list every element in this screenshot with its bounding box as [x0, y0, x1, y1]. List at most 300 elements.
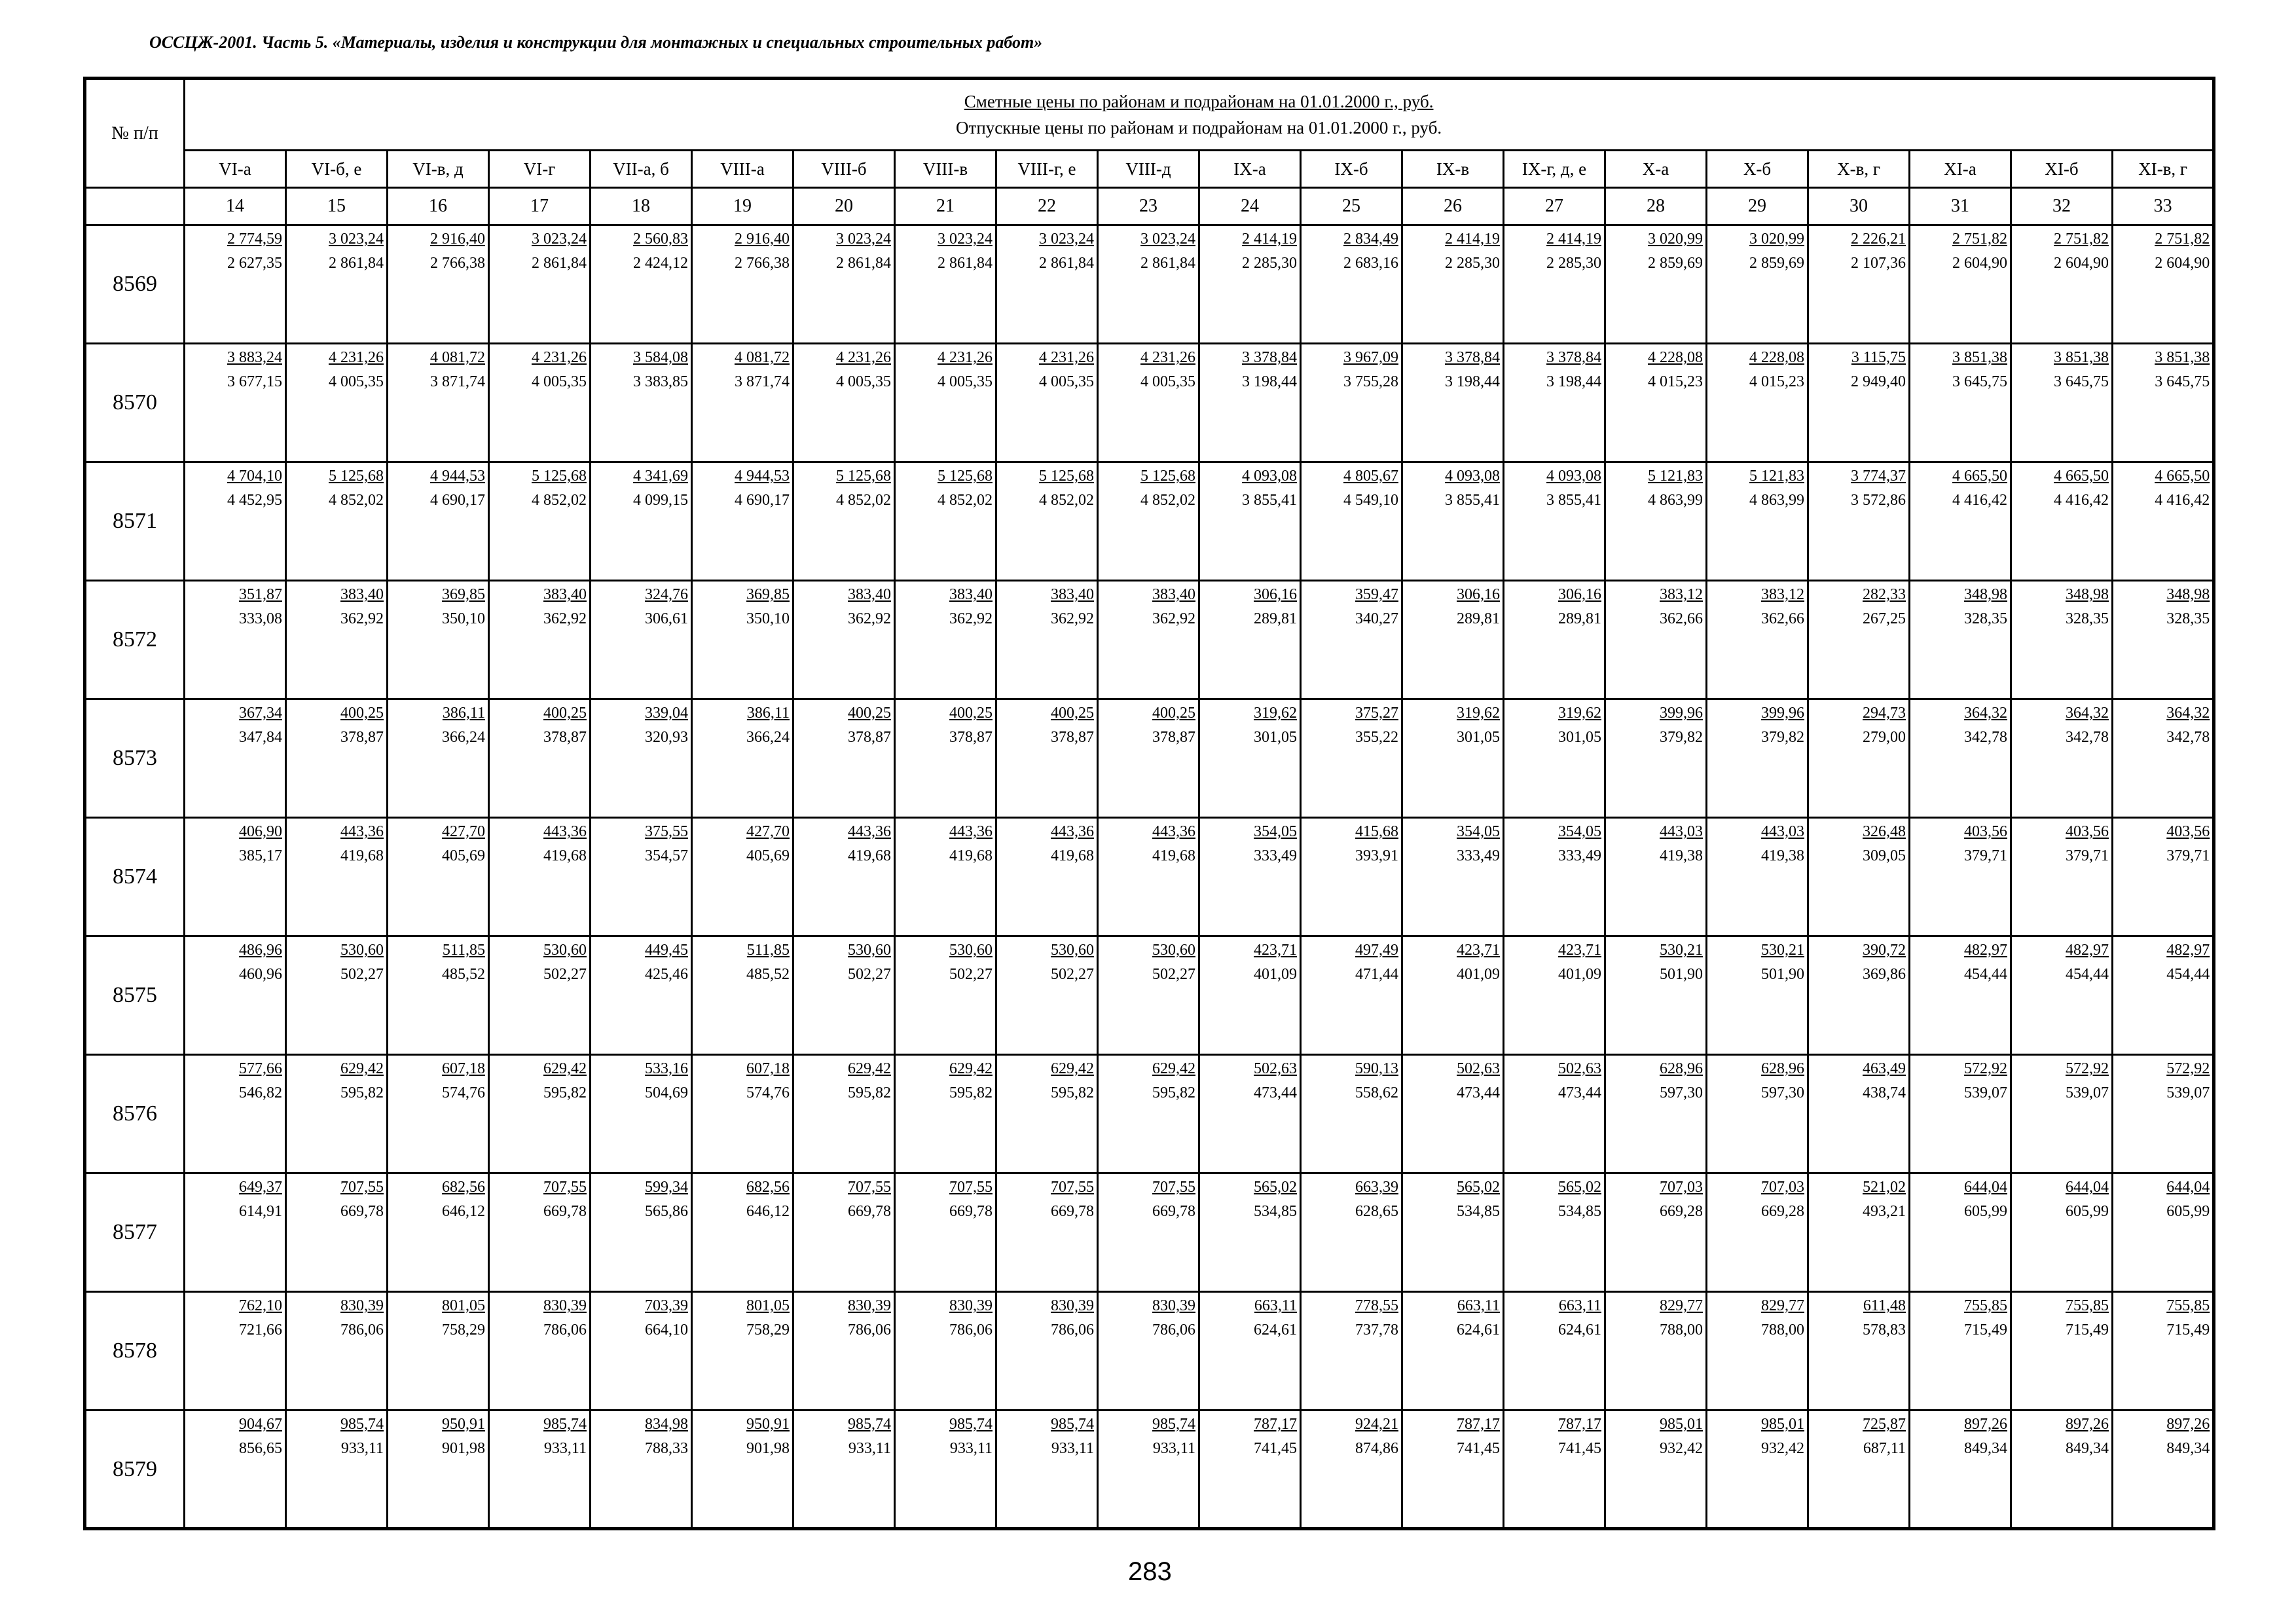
estimated-price: 5 125,68	[1140, 468, 1195, 485]
price-cell	[591, 818, 692, 936]
price-cell	[2011, 462, 2113, 581]
release-price: 4 005,35	[938, 373, 993, 390]
release-price: 597,30	[1761, 1084, 1804, 1101]
estimated-price: 530,21	[1660, 942, 1703, 959]
release-price: 502,27	[1051, 966, 1094, 983]
price-cell	[1301, 818, 1402, 936]
price-cell	[1199, 225, 1301, 344]
release-price: 741,45	[1254, 1440, 1297, 1457]
price-cell	[1808, 699, 1910, 818]
estimated-price: 830,39	[848, 1297, 891, 1314]
price-cell	[1605, 1173, 1707, 1292]
region-header: VI-в, д	[388, 151, 489, 188]
estimated-price: 707,55	[1152, 1179, 1195, 1196]
estimated-price: 5 125,68	[532, 468, 587, 485]
price-cell	[2011, 936, 2113, 1055]
estimated-price: 897,26	[2066, 1416, 2109, 1433]
price-cell	[1808, 1411, 1910, 1529]
column-number: 24	[1199, 188, 1301, 225]
release-price: 454,44	[2066, 966, 2109, 983]
release-price: 2 861,84	[938, 255, 993, 272]
price-cell	[185, 462, 286, 581]
release-price: 362,92	[949, 610, 993, 627]
release-price: 539,07	[2066, 1084, 2109, 1101]
estimated-price: 897,26	[2166, 1416, 2210, 1433]
estimated-price: 3 023,24	[938, 231, 993, 248]
price-cell	[1199, 936, 1301, 1055]
release-price: 4 852,02	[329, 492, 384, 509]
price-cell	[1808, 818, 1910, 936]
estimated-price: 830,39	[1051, 1297, 1094, 1314]
price-cell	[2113, 1292, 2214, 1411]
price-cell	[996, 699, 1098, 818]
release-price: 2 285,30	[1546, 255, 1601, 272]
release-price: 574,76	[746, 1084, 790, 1101]
price-cell	[1301, 581, 1402, 699]
price-cell	[185, 225, 286, 344]
release-price: 2 627,35	[227, 255, 282, 272]
release-price: 664,10	[645, 1321, 688, 1338]
release-price: 565,86	[645, 1203, 688, 1220]
price-cell	[1808, 462, 1910, 581]
release-price: 558,62	[1355, 1084, 1398, 1101]
price-cell	[1910, 1292, 2011, 1411]
estimated-price: 443,03	[1761, 823, 1804, 840]
price-cell	[1605, 344, 1707, 462]
table-row	[85, 225, 2214, 344]
estimated-price: 707,55	[949, 1179, 993, 1196]
price-cell	[489, 1055, 591, 1173]
price-cell	[591, 1292, 692, 1411]
estimated-price: 787,17	[1558, 1416, 1601, 1433]
price-cell	[1402, 1411, 1504, 1529]
release-price: 933,11	[848, 1440, 891, 1457]
release-price: 669,78	[848, 1203, 891, 1220]
release-price: 595,82	[1152, 1084, 1195, 1101]
price-cell	[1504, 1411, 1605, 1529]
price-cell	[1808, 1055, 1910, 1173]
price-cell	[286, 936, 388, 1055]
estimated-price: 629,42	[1051, 1060, 1094, 1077]
release-price: 342,78	[2166, 729, 2210, 746]
price-cell	[1504, 699, 1605, 818]
release-price: 4 005,35	[1039, 373, 1094, 390]
release-price: 856,65	[239, 1440, 282, 1457]
release-price: 2 949,40	[1851, 373, 1906, 390]
release-price: 328,35	[2066, 610, 2109, 627]
region-header: X-б	[1707, 151, 1808, 188]
price-cell	[692, 1055, 793, 1173]
column-number: 32	[2011, 188, 2113, 225]
estimated-price: 830,39	[543, 1297, 587, 1314]
release-price: 3 855,41	[1445, 492, 1500, 509]
release-price: 2 107,36	[1851, 255, 1906, 272]
price-cell	[2113, 936, 2214, 1055]
price-cell	[692, 936, 793, 1055]
release-price: 333,49	[1457, 847, 1500, 864]
release-price: 279,00	[1863, 729, 1906, 746]
release-price: 473,44	[1254, 1084, 1297, 1101]
release-price: 2 861,84	[1140, 255, 1195, 272]
release-price: 4 015,23	[1749, 373, 1804, 390]
price-cell	[1707, 581, 1808, 699]
price-cell	[692, 462, 793, 581]
release-price: 715,49	[2066, 1321, 2109, 1338]
release-price: 546,82	[239, 1084, 282, 1101]
release-price: 3 198,44	[1546, 373, 1601, 390]
release-price: 328,35	[2166, 610, 2210, 627]
estimated-price: 383,40	[1152, 586, 1195, 603]
estimated-price: 364,32	[2066, 705, 2109, 722]
estimated-price: 3 967,09	[1343, 349, 1398, 366]
price-cell	[591, 1055, 692, 1173]
release-price: 378,87	[949, 729, 993, 746]
estimated-price: 463,49	[1863, 1060, 1906, 1077]
column-number: 28	[1605, 188, 1707, 225]
release-price: 933,11	[1051, 1440, 1094, 1457]
price-cell	[1605, 1292, 1707, 1411]
estimated-price: 590,13	[1355, 1060, 1398, 1077]
estimated-price: 348,98	[2166, 586, 2210, 603]
price-cell	[1199, 581, 1301, 699]
release-price: 901,98	[746, 1440, 790, 1457]
estimated-price: 502,63	[1254, 1060, 1297, 1077]
release-price: 2 861,84	[1039, 255, 1094, 272]
release-price: 901,98	[442, 1440, 485, 1457]
estimated-price: 530,60	[848, 942, 891, 959]
estimated-price: 3 023,24	[329, 231, 384, 248]
table-row	[85, 1173, 2214, 1292]
price-cell	[793, 344, 895, 462]
table-row	[85, 581, 2214, 699]
price-cell	[286, 1055, 388, 1173]
release-price: 362,92	[1152, 610, 1195, 627]
estimated-price: 4 093,08	[1546, 468, 1601, 485]
row-number: 8575	[85, 936, 185, 1055]
estimated-price: 530,60	[340, 942, 384, 959]
price-cell	[1808, 581, 1910, 699]
price-cell	[2113, 1055, 2214, 1173]
estimated-price: 383,40	[340, 586, 384, 603]
table-title	[185, 79, 2214, 151]
release-price: 4 015,23	[1648, 373, 1703, 390]
estimated-price: 427,70	[442, 823, 485, 840]
release-price: 534,85	[1457, 1203, 1500, 1220]
price-cell	[1199, 818, 1301, 936]
estimated-price: 572,92	[2166, 1060, 2210, 1077]
estimated-price: 403,56	[2066, 823, 2109, 840]
release-price: 502,27	[949, 966, 993, 983]
price-cell	[489, 1411, 591, 1529]
region-header: VIII-а	[692, 151, 793, 188]
release-price: 502,27	[340, 966, 384, 983]
release-price: 393,91	[1355, 847, 1398, 864]
release-price: 715,49	[1964, 1321, 2007, 1338]
price-cell	[2011, 699, 2113, 818]
release-price: 471,44	[1355, 966, 1398, 983]
price-cell	[286, 699, 388, 818]
price-cell	[489, 936, 591, 1055]
release-price: 624,61	[1457, 1321, 1500, 1338]
estimated-price: 3 023,24	[836, 231, 891, 248]
release-price: 369,86	[1863, 966, 1906, 983]
estimated-price: 383,12	[1761, 586, 1804, 603]
region-header: VI-б, е	[286, 151, 388, 188]
price-cell	[1301, 225, 1402, 344]
estimated-price: 707,55	[543, 1179, 587, 1196]
release-price: 932,42	[1761, 1440, 1804, 1457]
row-number: 8570	[85, 344, 185, 462]
release-price: 3 383,85	[633, 373, 688, 390]
release-price: 595,82	[543, 1084, 587, 1101]
release-price: 379,71	[2166, 847, 2210, 864]
price-cell	[489, 462, 591, 581]
estimated-price: 628,96	[1761, 1060, 1804, 1077]
region-header: IX-а	[1199, 151, 1301, 188]
estimated-price: 443,36	[340, 823, 384, 840]
price-cell	[1605, 225, 1707, 344]
release-price: 721,66	[239, 1321, 282, 1338]
release-price: 786,06	[949, 1321, 993, 1338]
price-cell	[1199, 1173, 1301, 1292]
estimated-price: 707,55	[340, 1179, 384, 1196]
release-price: 401,09	[1558, 966, 1601, 983]
release-price: 597,30	[1660, 1084, 1703, 1101]
estimated-price: 4 231,26	[1039, 349, 1094, 366]
row-number: 8576	[85, 1055, 185, 1173]
estimated-price: 3 851,38	[1952, 349, 2007, 366]
estimated-price: 950,91	[442, 1416, 485, 1433]
region-header: X-а	[1605, 151, 1707, 188]
estimated-price: 4 093,08	[1242, 468, 1297, 485]
release-price: 2 424,12	[633, 255, 688, 272]
price-cell	[1098, 699, 1199, 818]
table-row	[85, 1411, 2214, 1529]
price-cell	[1605, 1411, 1707, 1529]
release-price: 4 416,42	[1952, 492, 2007, 509]
price-cell	[1199, 699, 1301, 818]
estimated-price: 482,97	[2066, 942, 2109, 959]
release-price: 401,09	[1457, 966, 1500, 983]
price-cell	[793, 1411, 895, 1529]
price-cell	[1707, 1411, 1808, 1529]
release-price: 2 604,90	[2054, 255, 2109, 272]
release-price: 362,92	[1051, 610, 1094, 627]
estimated-price: 399,96	[1660, 705, 1703, 722]
price-cell	[2113, 225, 2214, 344]
release-price: 669,78	[543, 1203, 587, 1220]
release-price: 502,27	[848, 966, 891, 983]
estimated-price: 3 378,84	[1546, 349, 1601, 366]
release-price: 605,99	[2066, 1203, 2109, 1220]
estimated-price: 985,74	[543, 1416, 587, 1433]
estimated-price: 2 560,83	[633, 231, 688, 248]
price-cell	[1199, 1411, 1301, 1529]
price-cell	[2113, 1173, 2214, 1292]
release-price: 4 452,95	[227, 492, 282, 509]
price-cell	[1910, 1055, 2011, 1173]
price-cell	[793, 1055, 895, 1173]
price-cell	[1301, 1292, 1402, 1411]
row-number: 8572	[85, 581, 185, 699]
estimated-price: 502,63	[1457, 1060, 1500, 1077]
estimated-price: 629,42	[1152, 1060, 1195, 1077]
price-cell	[996, 225, 1098, 344]
estimated-price: 629,42	[848, 1060, 891, 1077]
price-cell	[1098, 344, 1199, 462]
release-price: 646,12	[746, 1203, 790, 1220]
release-price: 301,05	[1254, 729, 1297, 746]
price-cell	[1301, 344, 1402, 462]
price-cell	[1402, 936, 1504, 1055]
release-price: 4 852,02	[532, 492, 587, 509]
release-price: 306,61	[645, 610, 688, 627]
price-cell	[185, 1173, 286, 1292]
release-price: 4 852,02	[1140, 492, 1195, 509]
estimated-price: 306,16	[1457, 586, 1500, 603]
price-cell	[996, 1292, 1098, 1411]
price-cell	[591, 344, 692, 462]
table-row	[85, 1292, 2214, 1411]
price-cell	[388, 344, 489, 462]
estimated-price: 443,03	[1660, 823, 1703, 840]
price-cell	[1504, 225, 1605, 344]
estimated-price: 383,12	[1660, 586, 1703, 603]
estimated-price: 423,71	[1254, 942, 1297, 959]
price-cell	[1098, 818, 1199, 936]
estimated-price: 707,03	[1660, 1179, 1703, 1196]
estimated-price: 4 231,26	[532, 349, 587, 366]
release-price: 289,81	[1558, 610, 1601, 627]
release-price: 595,82	[949, 1084, 993, 1101]
release-price: 534,85	[1558, 1203, 1601, 1220]
estimated-price: 3 774,37	[1851, 468, 1906, 485]
estimated-price: 482,97	[1964, 942, 2007, 959]
release-price: 438,74	[1863, 1084, 1906, 1101]
region-header: VIII-б	[793, 151, 895, 188]
release-price: 366,24	[442, 729, 485, 746]
release-price: 849,34	[2166, 1440, 2210, 1457]
release-price: 595,82	[340, 1084, 384, 1101]
price-cell	[286, 462, 388, 581]
price-cell	[1402, 462, 1504, 581]
release-price: 669,78	[1152, 1203, 1195, 1220]
price-cell	[1402, 581, 1504, 699]
price-cell	[1504, 344, 1605, 462]
release-price: 788,33	[645, 1440, 688, 1457]
estimated-price: 2 916,40	[735, 231, 790, 248]
estimated-price: 755,85	[2066, 1297, 2109, 1314]
release-price: 301,05	[1457, 729, 1500, 746]
column-number: 17	[489, 188, 591, 225]
estimated-price: 762,10	[239, 1297, 282, 1314]
estimated-price: 443,36	[1051, 823, 1094, 840]
region-header: XI-б	[2011, 151, 2113, 188]
release-price: 460,96	[239, 966, 282, 983]
estimated-price: 682,56	[746, 1179, 790, 1196]
region-header: X-в, г	[1808, 151, 1910, 188]
release-price: 3 855,41	[1242, 492, 1297, 509]
release-price: 379,71	[2066, 847, 2109, 864]
estimated-price: 400,25	[1051, 705, 1094, 722]
estimated-price: 703,39	[645, 1297, 688, 1314]
estimated-price: 294,73	[1863, 705, 1906, 722]
estimated-price: 3 883,24	[227, 349, 282, 366]
price-cell	[895, 1292, 996, 1411]
estimated-price: 787,17	[1254, 1416, 1297, 1433]
column-number: 23	[1098, 188, 1199, 225]
release-price: 758,29	[746, 1321, 790, 1338]
release-price: 405,69	[746, 847, 790, 864]
estimated-price: 400,25	[1152, 705, 1195, 722]
estimated-price: 375,27	[1355, 705, 1398, 722]
release-price: 3 198,44	[1445, 373, 1500, 390]
row-number: 8571	[85, 462, 185, 581]
estimated-price: 755,85	[1964, 1297, 2007, 1314]
release-price: 788,00	[1660, 1321, 1703, 1338]
price-cell	[692, 1173, 793, 1292]
estimated-price: 897,26	[1964, 1416, 2007, 1433]
release-price: 485,52	[442, 966, 485, 983]
price-cell	[388, 225, 489, 344]
estimated-price: 326,48	[1863, 823, 1906, 840]
release-price: 3 645,75	[2054, 373, 2109, 390]
price-cell	[1402, 1292, 1504, 1411]
price-cell	[793, 1173, 895, 1292]
estimated-price: 306,16	[1254, 586, 1297, 603]
release-price: 932,42	[1660, 1440, 1703, 1457]
release-price: 933,11	[543, 1440, 587, 1457]
release-price: 2 861,84	[532, 255, 587, 272]
page-number: 283	[1128, 1557, 1172, 1586]
price-cell	[286, 1173, 388, 1292]
table-row	[85, 462, 2214, 581]
price-cell	[1910, 936, 2011, 1055]
table-row	[85, 344, 2214, 462]
price-cell	[1504, 581, 1605, 699]
price-cell	[489, 1292, 591, 1411]
price-cell	[1098, 225, 1199, 344]
price-cell	[1707, 818, 1808, 936]
estimated-price: 339,04	[645, 705, 688, 722]
price-cell	[996, 462, 1098, 581]
release-price: 333,08	[239, 610, 282, 627]
estimated-price: 2 751,82	[1952, 231, 2007, 248]
estimated-price: 985,01	[1660, 1416, 1703, 1433]
release-price: 362,66	[1761, 610, 1804, 627]
estimated-price: 565,02	[1558, 1179, 1601, 1196]
estimated-price: 801,05	[746, 1297, 790, 1314]
price-cell	[1402, 344, 1504, 462]
release-price: 309,05	[1863, 847, 1906, 864]
release-price: 737,78	[1355, 1321, 1398, 1338]
release-price: 4 852,02	[1039, 492, 1094, 509]
release-price: 378,87	[340, 729, 384, 746]
estimated-price: 319,62	[1254, 705, 1297, 722]
estimated-price: 830,39	[949, 1297, 993, 1314]
estimated-price: 707,03	[1761, 1179, 1804, 1196]
release-price: 362,92	[848, 610, 891, 627]
estimated-price: 443,36	[848, 823, 891, 840]
column-number: 14	[185, 188, 286, 225]
price-cell	[185, 1055, 286, 1173]
release-price: 350,10	[442, 610, 485, 627]
release-price: 595,82	[1051, 1084, 1094, 1101]
price-cell	[1707, 225, 1808, 344]
price-cell	[895, 225, 996, 344]
price-cell	[388, 1173, 489, 1292]
release-price: 419,38	[1761, 847, 1804, 864]
